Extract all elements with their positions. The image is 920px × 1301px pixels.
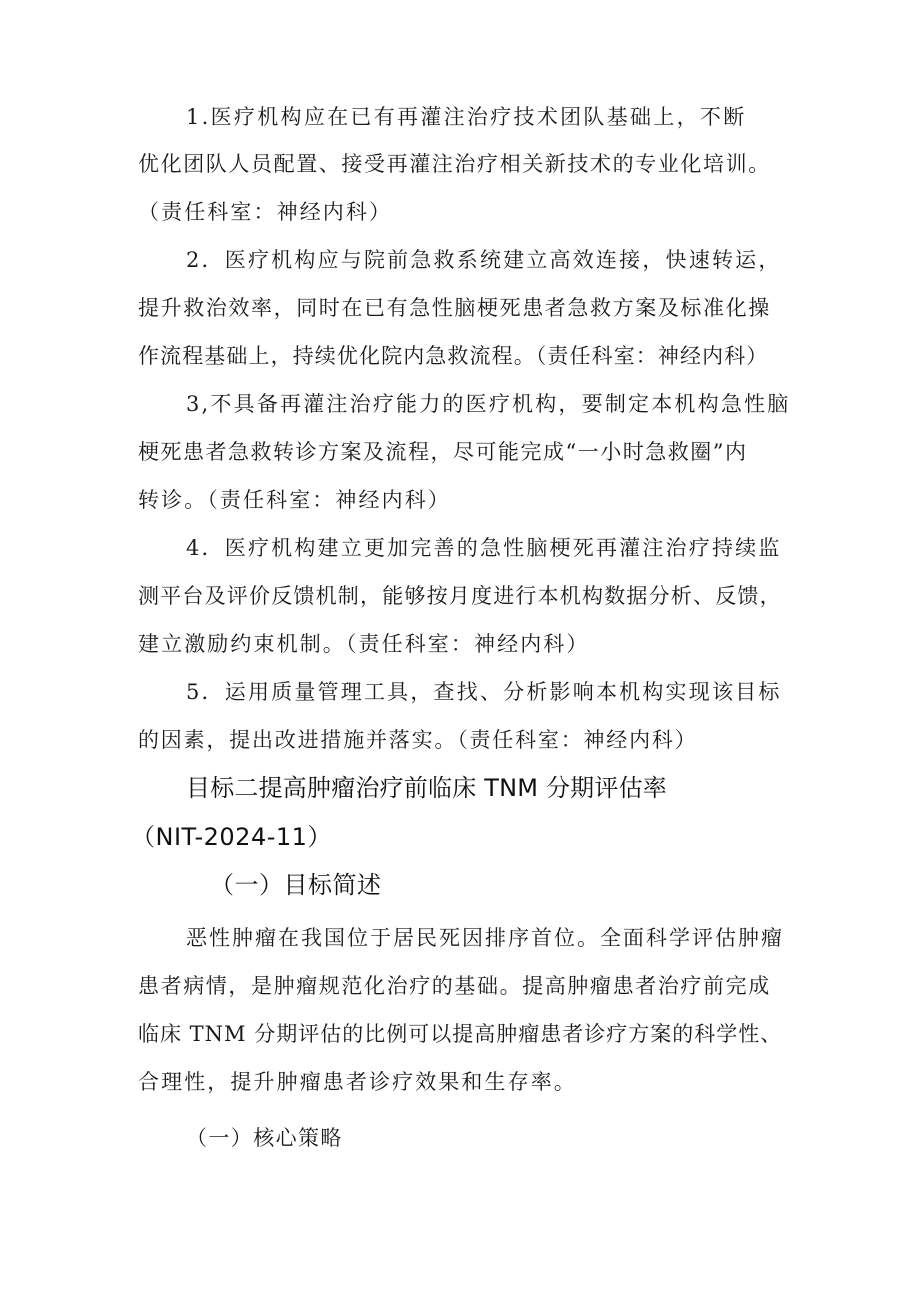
summary-line-2: 患者病情，是肿瘤规范化治疗的基础。提高肿瘤患者治疗前完成 bbox=[138, 974, 771, 998]
measure-5-line-2: 的因素，提出改进措施并落实。（责任科室：神经内科） bbox=[138, 728, 698, 752]
section-core-strategy-heading: （一）核心策略 bbox=[186, 1126, 343, 1150]
summary-line-3: 临床 TNM 分期评估的比例可以提高肿瘤患者诊疗方案的科学性、 bbox=[138, 1022, 783, 1046]
measure-2-line-1: 2．医疗机构应与院前急救系统建立高效连接，快速转运， bbox=[186, 248, 782, 272]
measure-3-line-3: 转诊。（责任科室：神经内科） bbox=[138, 488, 451, 512]
summary-line-1: 恶性肿瘤在我国位于居民死因排序首位。全面科学评估肿瘤 bbox=[186, 926, 784, 950]
goal-2-code: （NIT-2024-11） bbox=[131, 823, 332, 851]
measure-1-line-1: 1.医疗机构应在已有再灌注治疗技术团队基础上，不断 bbox=[186, 105, 747, 129]
measure-4-line-1: 4．医疗机构建立更加完善的急性脑梗死再灌注治疗持续监 bbox=[186, 536, 782, 560]
measure-2-line-2: 提升救治效率，同时在已有急性脑梗死患者急救方案及标准化操 bbox=[138, 296, 771, 320]
measure-4-line-3: 建立激励约束机制。（责任科室：神经内科） bbox=[138, 632, 590, 656]
measure-3-line-2: 梗死患者急救转诊方案及流程，尽可能完成“一小时急救圈”内 bbox=[138, 440, 748, 464]
measure-2-line-3: 作流程基础上，持续优化院内急救流程。（责任科室：神经内科） bbox=[138, 344, 769, 368]
section-goal-summary-heading: （一）目标简述 bbox=[210, 871, 382, 899]
measure-4-line-2: 测平台及评价反馈机制，能够按月度进行本机构数据分析、反馈， bbox=[138, 584, 782, 608]
measure-3-line-1: 3,不具备再灌注治疗能力的医疗机构，要制定本机构急性脑 bbox=[186, 392, 791, 416]
measure-5-line-1: 5．运用质量管理工具，查找、分析影响本机构实现该目标 bbox=[186, 680, 782, 704]
goal-2-title: 目标二提高肿瘤治疗前临床 TNM 分期评估率 bbox=[186, 774, 667, 802]
measure-1-line-2: 优化团队人员配置、接受再灌注治疗相关新技术的专业化培训。 bbox=[138, 152, 771, 176]
summary-line-4: 合理性，提升肿瘤患者诊疗效果和生存率。 bbox=[138, 1070, 577, 1094]
measure-1-line-3: （责任科室：神经内科） bbox=[138, 200, 393, 224]
